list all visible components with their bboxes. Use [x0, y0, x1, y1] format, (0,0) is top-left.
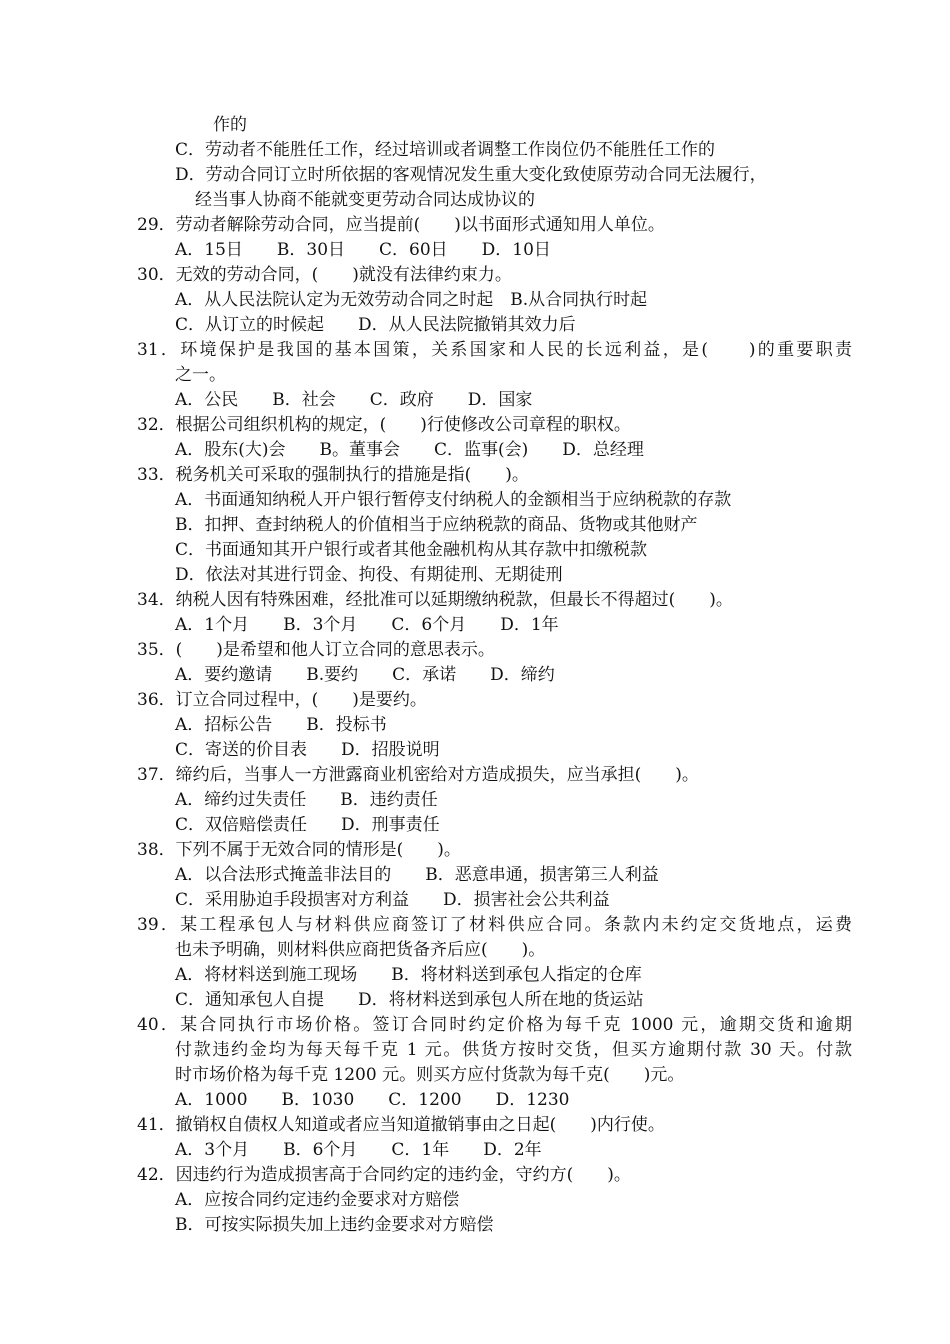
option-line: A．公民 B．社会 C．政府 D．国家 [175, 390, 533, 410]
question-line: 31．环境保护是我国的基本国策，关系国家和人民的长远利益，是( )的重要职责 [137, 340, 852, 360]
text-line: 也未予明确，则材料供应商把货备齐后应( )。 [175, 940, 546, 960]
text-line: 时市场价格为每千克 1200 元。则买方应付货款为每千克( )元。 [175, 1065, 685, 1085]
option-line: A．缔约过失责任 B．违约责任 [175, 790, 438, 810]
question-line: 34．纳税人因有特殊困难，经批准可以延期缴纳税款，但最长不得超过( )。 [137, 590, 733, 610]
option-line: A．从人民法院认定为无效劳动合同之时起 B.从合同执行时起 [175, 290, 648, 310]
option-line: C．通知承包人自提 D．将材料送到承包人所在地的货运站 [175, 990, 644, 1010]
option-line: A．应按合同约定违约金要求对方赔偿 [175, 1190, 460, 1210]
option-line: A．以合法形式掩盖非法目的 B．恶意串通，损害第三人利益 [175, 865, 659, 885]
option-line: C．从订立的时候起 D．从人民法院撤销其效力后 [175, 315, 576, 335]
option-line: A．1000 B．1030 C．1200 D．1230 [175, 1090, 570, 1110]
question-line: 42．因违约行为造成损害高于合同约定的违约金，守约方( )。 [137, 1165, 631, 1185]
option-line: C．寄送的价目表 D．招股说明 [175, 740, 440, 760]
option-line: A．股东(大)会 B。董事会 C．监事(会) D．总经理 [175, 440, 644, 460]
option-line: C．双倍赔偿责任 D．刑事责任 [175, 815, 440, 835]
option-line: C．书面通知其开户银行或者其他金融机构从其存款中扣缴税款 [175, 540, 648, 560]
question-line: 40．某合同执行市场价格。签订合同时约定价格为每千克 1000 元，逾期交货和逾期 [137, 1015, 852, 1035]
text-line: C．劳动者不能胜任工作，经过培训或者调整工作岗位仍不能胜任工作的 [175, 140, 716, 160]
option-line: B．可按实际损失加上违约金要求对方赔偿 [175, 1215, 494, 1235]
option-line: D．依法对其进行罚金、拘役、有期徒刑、无期徒刑 [175, 565, 563, 585]
question-line: 37．缔约后，当事人一方泄露商业机密给对方造成损失，应当承担( )。 [137, 765, 699, 785]
option-line: A．15日 B．30日 C．60日 D．10日 [175, 240, 551, 260]
question-line: 39．某工程承包人与材料供应商签订了材料供应合同。条款内未约定交货地点，运费 [137, 915, 852, 935]
text-line: 付款违约金均为每天每千克 1 元。供货方按时交货，但买方逾期付款 30 天。付款 [175, 1040, 852, 1060]
text-line: 作的 [213, 115, 247, 135]
question-line: 30．无效的劳动合同，( )就没有法律约束力。 [137, 265, 512, 285]
option-line: A．将材料送到施工现场 B．将材料送到承包人指定的仓库 [175, 965, 642, 985]
text-line: D．劳动合同订立时所依据的客观情况发生重大变化致使原劳动合同无法履行， [175, 165, 767, 185]
question-line: 35．( )是希望和他人订立合同的意思表示。 [137, 640, 495, 660]
option-line: A．3个月 B．6个月 C．1年 D．2年 [175, 1140, 542, 1160]
question-line: 38．下列不属于无效合同的情形是( )。 [137, 840, 461, 860]
option-line: A．招标公告 B．投标书 [175, 715, 387, 735]
text-line: 之一。 [175, 365, 226, 385]
question-line: 32．根据公司组织机构的规定，( )行使修改公司章程的职权。 [137, 415, 631, 435]
option-line: A．1个月 B．3个月 C．6个月 D．1年 [175, 615, 559, 635]
question-line: 41．撤销权自债权人知道或者应当知道撤销事由之日起( )内行使。 [137, 1115, 665, 1135]
question-line: 33．税务机关可采取的强制执行的措施是指( )。 [137, 465, 529, 485]
question-line: 29．劳动者解除劳动合同，应当提前( )以书面形式通知用人单位。 [137, 215, 665, 235]
option-line: C．采用胁迫手段损害对方利益 D．损害社会公共利益 [175, 890, 610, 910]
option-line: A．书面通知纳税人开户银行暂停支付纳税人的金额相当于应纳税款的存款 [175, 490, 732, 510]
question-line: 36．订立合同过程中，( )是要约。 [137, 690, 427, 710]
option-line: A．要约邀请 B.要约 C．承诺 D．缔约 [175, 665, 555, 685]
text-line: 经当事人协商不能就变更劳动合同达成协议的 [195, 190, 535, 210]
option-line: B．扣押、查封纳税人的价值相当于应纳税款的商品、货物或其他财产 [175, 515, 698, 535]
